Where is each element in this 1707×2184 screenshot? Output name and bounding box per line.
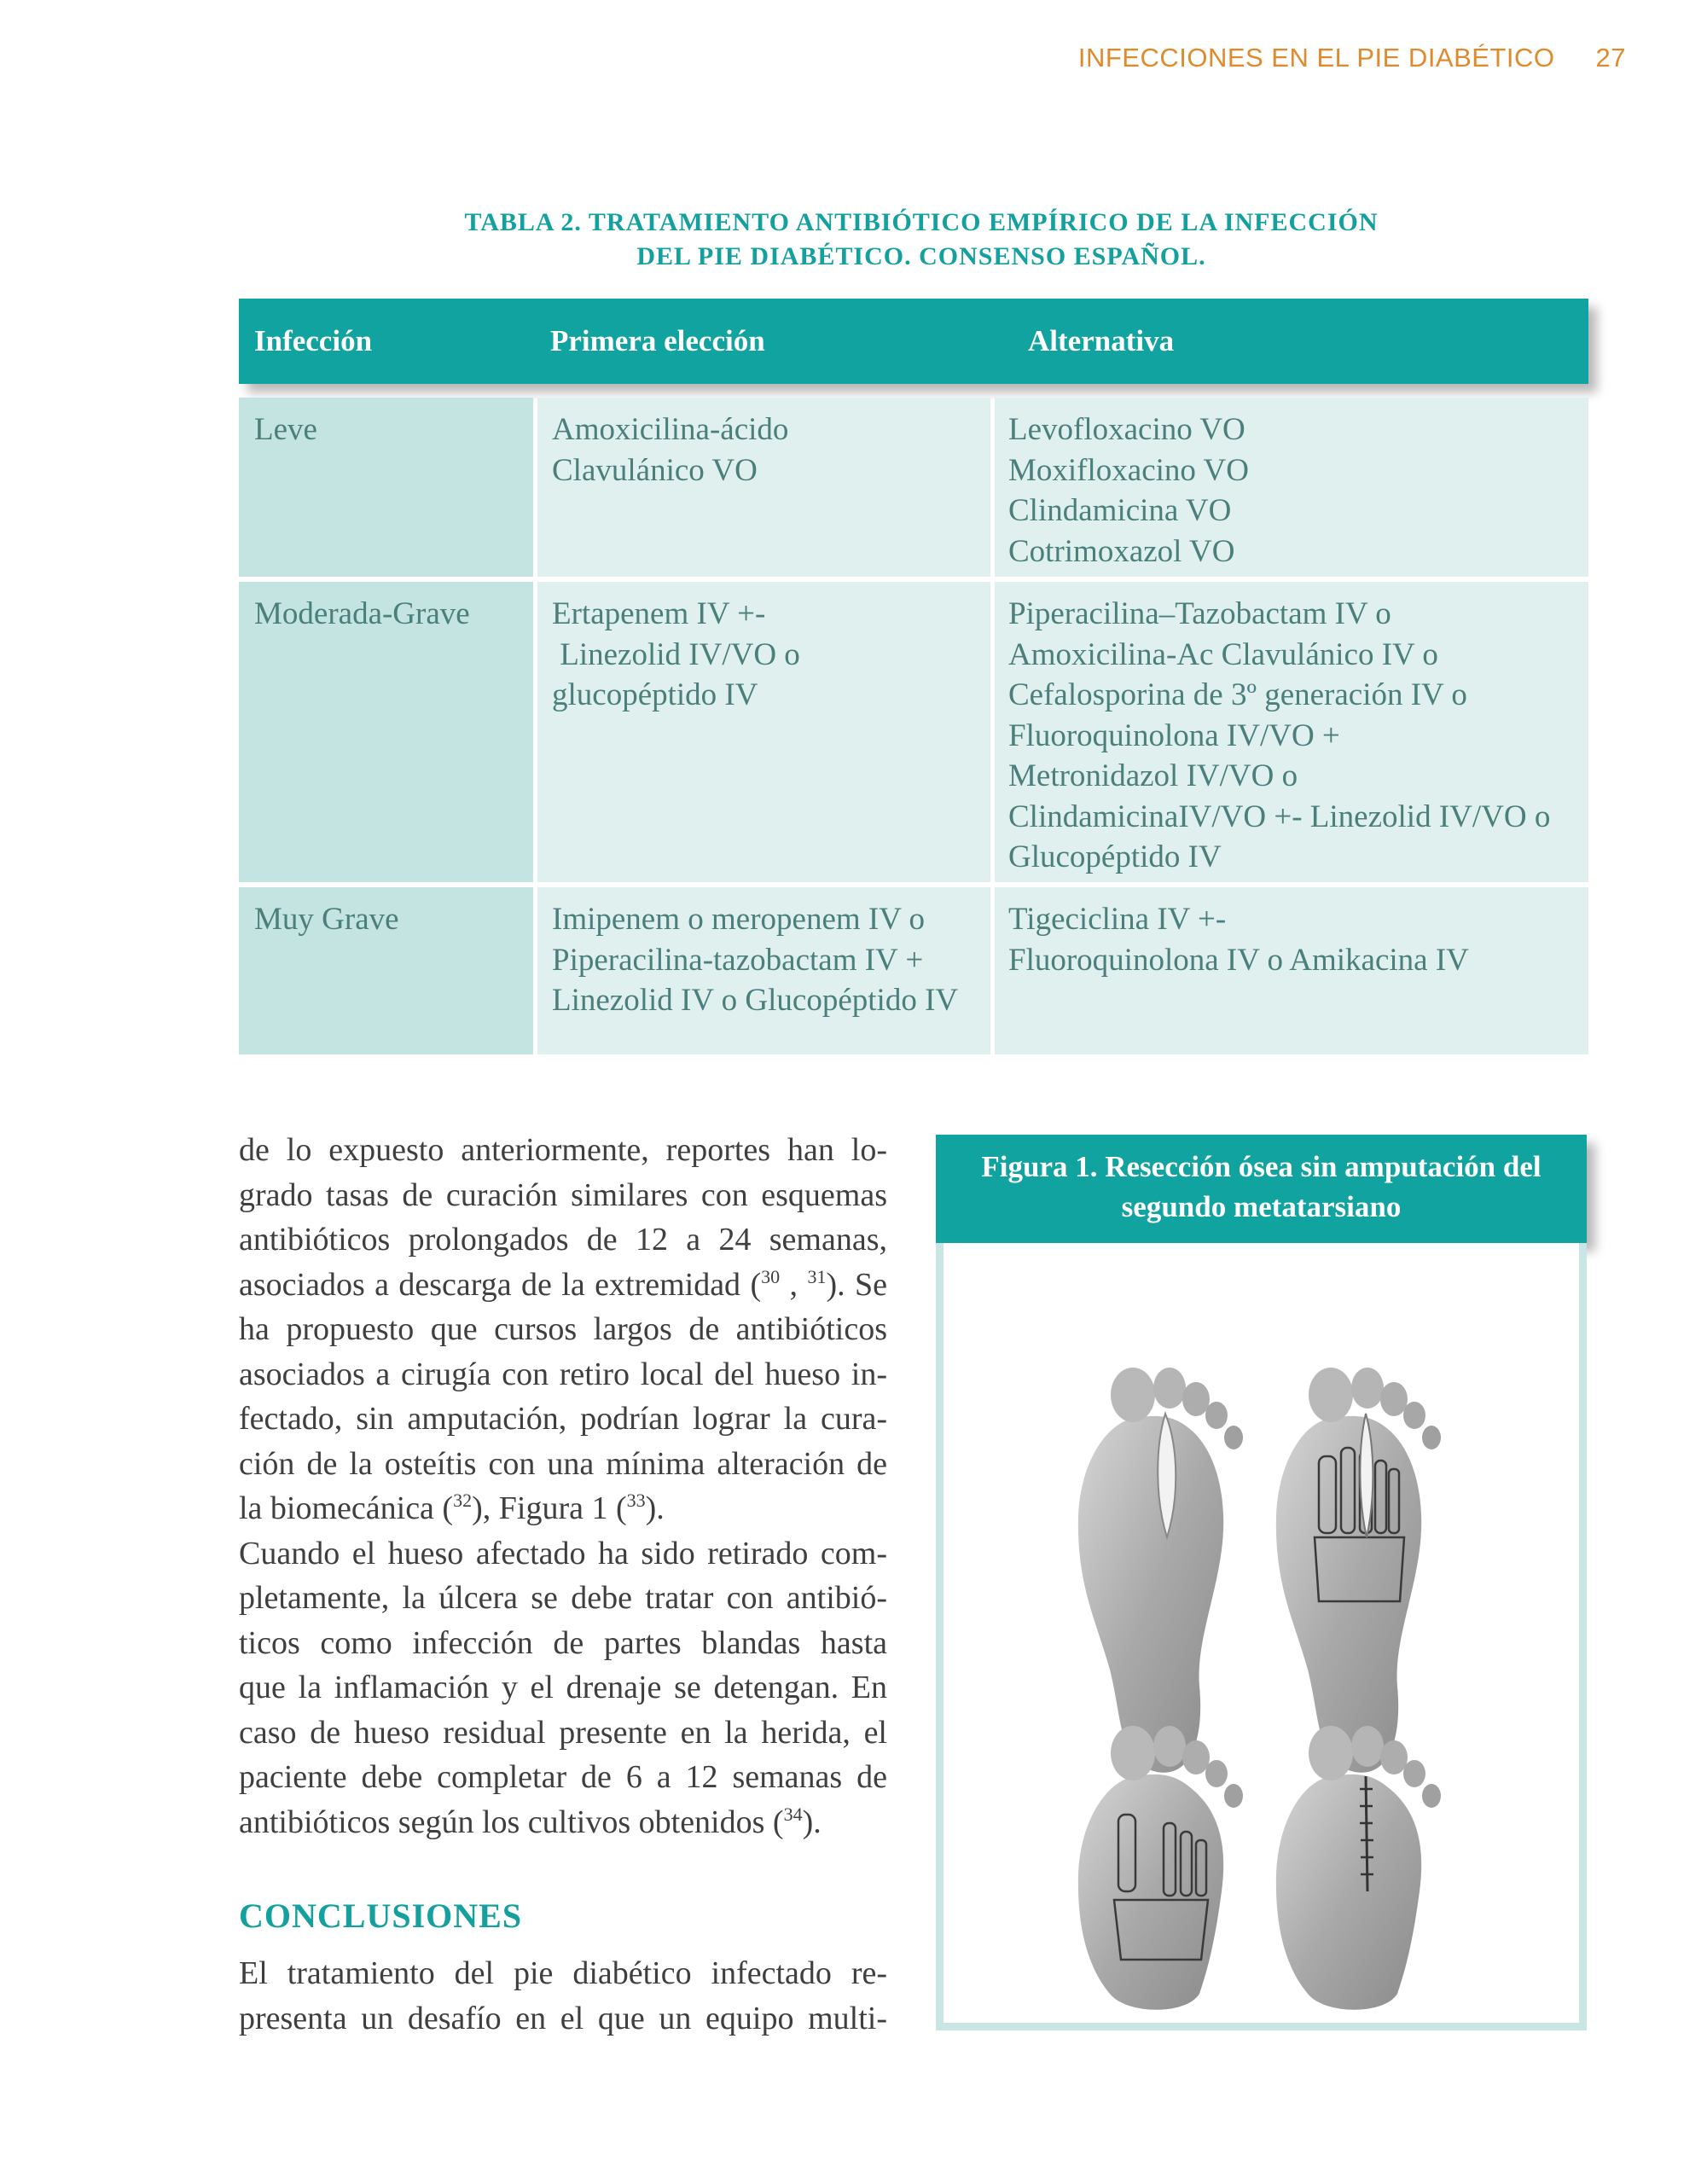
table-row (239, 887, 1588, 1054)
paragraph-line: asociados a descarga de la extremidad ($^{30}$ , $^{31}$). Se (239, 1265, 887, 1303)
cell-text: Clindamicina VO (1008, 493, 1232, 528)
header-alternativa: Alternativa (1028, 324, 1175, 357)
cell-text: Leve (254, 412, 317, 447)
cell-infeccion (239, 887, 533, 1054)
cell-text: Piperacilina-tazobactam IV + (552, 942, 924, 978)
cell-text: Fluoroquinolona IV o Amikacina IV (1008, 942, 1469, 978)
cell-text: Cefalosporina de 3º generación IV o (1008, 677, 1467, 712)
cell-text: ClindamicinaIV/VO +- Linezolid IV/VO o (1008, 799, 1551, 834)
cell-text: Moxifloxacino VO (1008, 452, 1249, 488)
conclusions-paragraph (239, 1951, 887, 2041)
cell-text: Metronidazol IV/VO o (1008, 758, 1298, 793)
cell-text: Glucopéptido IV (1008, 839, 1222, 874)
table-row (239, 398, 1588, 577)
figure (936, 1135, 1587, 2030)
paragraph-line: asociados a cirugía con retiro local del hueso in- (239, 1356, 887, 1392)
figure-caption (936, 1135, 1587, 1243)
cell-text: Clavulánico VO (552, 452, 758, 488)
paragraph-line: ticos como infección de partes blandas hasta (239, 1624, 887, 1661)
page-number: 27 (1595, 43, 1626, 73)
foot-illustration (943, 1243, 1579, 2023)
cell-alternativa (995, 582, 1588, 882)
cell-text: Moderada-Grave (254, 596, 470, 631)
table-row (239, 582, 1588, 882)
cell-text: Linezolid IV/VO o (552, 636, 800, 672)
cell-text: Fluoroquinolona IV/VO + (1008, 717, 1340, 753)
cell-text: glucopéptido IV (552, 677, 758, 712)
cell-text: Levofloxacino VO (1008, 412, 1245, 447)
paragraph-line: de lo expuesto anteriormente, reportes han lo- (239, 1132, 887, 1168)
running-head (1078, 43, 1626, 73)
cell-infeccion (239, 398, 533, 577)
cell-text: Piperacilina–Tazobactam IV o (1008, 596, 1391, 631)
cell-primera-eleccion (537, 398, 990, 577)
paragraph-line: ción de la osteítis con una mínima alteración de (239, 1445, 887, 1482)
cell-primera-eleccion (537, 582, 990, 882)
paragraph-line: ha propuesto que cursos largos de antibióticos (239, 1311, 887, 1347)
body-paragraphs (239, 1128, 887, 1844)
paragraph-line: Cuando el hueso afectado ha sido retirado com- (239, 1535, 887, 1571)
table-header-row (239, 299, 1588, 384)
header-primera-eleccion: Primera elección (550, 324, 765, 357)
paragraph-line: pletamente, la úlcera se debe tratar con antibió- (239, 1580, 887, 1616)
cell-text: Cotrimoxazol VO (1008, 533, 1235, 569)
cell-text: Muy Grave (254, 902, 399, 937)
cell-text: Ertapenem IV +- (552, 596, 766, 631)
figure-caption-line: Figura 1. Resección ósea sin amputación del (981, 1150, 1542, 1183)
running-head-title: INFECCIONES EN EL PIE DIABÉTICO (1077, 43, 1555, 73)
paragraph-line: grado tasas de curación similares con esquemas (239, 1176, 887, 1213)
figure-caption-line: segundo metatarsiano (1121, 1190, 1402, 1223)
table-caption-line: TABLA 2. TRATAMIENTO ANTIBIÓTICO EMPÍRICO DE LA INFECCIÓN (464, 208, 1379, 236)
cell-primera-eleccion (537, 887, 990, 1054)
paragraph-line: caso de hueso residual presente en la herida, el (239, 1714, 887, 1751)
paragraph-line: antibióticos según los cultivos obtenidos ($^{34}$). (239, 1803, 822, 1840)
figure-frame (936, 1243, 1587, 2030)
paragraph-line: presenta un desafío en el que un equipo multi- (239, 2000, 887, 2036)
paragraph-line: antibióticos prolongados de 12 a 24 semanas, (239, 1222, 887, 1258)
table-caption (256, 206, 1587, 274)
section-heading: CONCLUSIONES (239, 1896, 523, 1935)
cell-alternativa (995, 887, 1588, 1054)
treatment-table (239, 299, 1588, 1018)
paragraph-line: la biomecánica ($^{32}$), Figura 1 ($^{33}$). (239, 1490, 665, 1526)
header-infeccion: Infección (254, 324, 373, 357)
cell-text: Tigeciclina IV +- (1008, 902, 1227, 937)
cell-text: Imipenem o meropenem IV o (552, 902, 926, 937)
paragraph-line: El tratamiento del pie diabético infectado re- (239, 1955, 887, 1991)
table-caption-line: DEL PIE DIABÉTICO. CONSENSO ESPAÑOL. (636, 242, 1206, 270)
paragraph-line: fectado, sin amputación, podrían lograr la cura- (239, 1401, 887, 1437)
cell-text: Amoxicilina-Ac Clavulánico IV o (1008, 636, 1438, 672)
paragraph-line: paciente debe completar de 6 a 12 semanas de (239, 1759, 887, 1795)
cell-text: Amoxicilina-ácido (552, 412, 789, 447)
cell-alternativa (995, 398, 1588, 577)
cell-infeccion (239, 582, 533, 882)
paragraph-line: que la inflamación y el drenaje se detengan. En (239, 1670, 887, 1705)
cell-text: Linezolid IV o Glucopéptido IV (552, 983, 959, 1018)
